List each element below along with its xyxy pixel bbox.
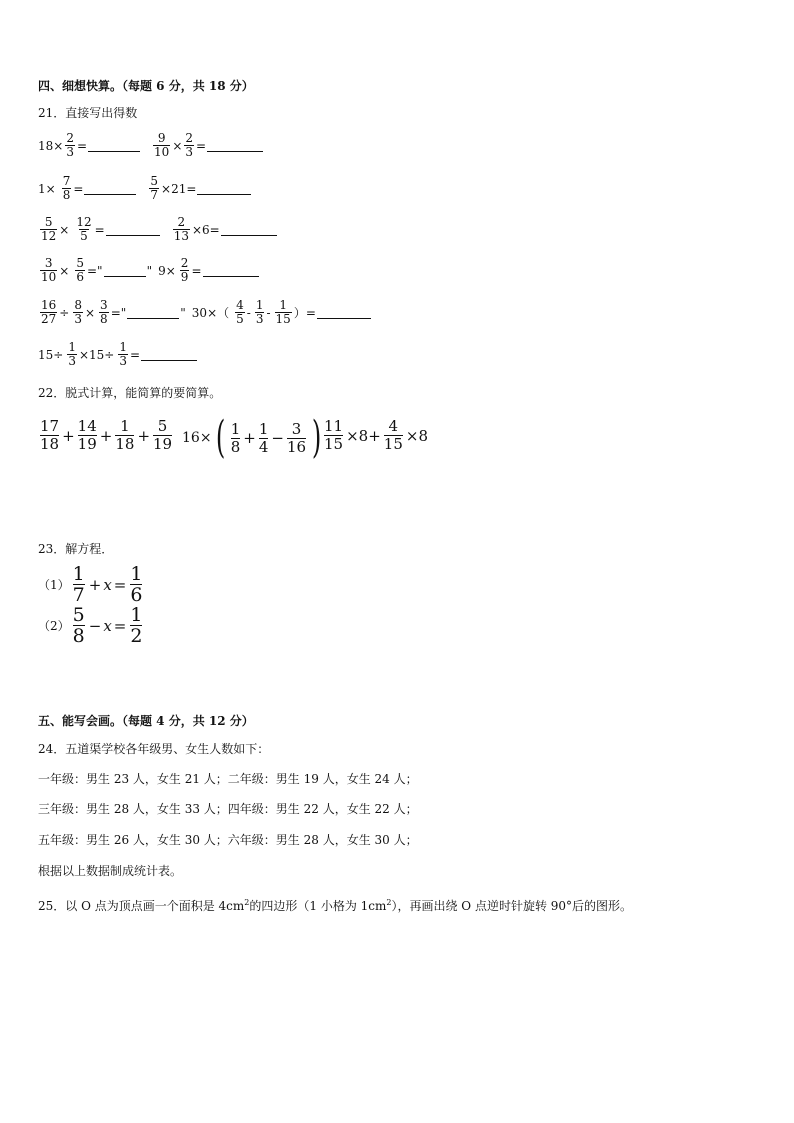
fraction: $\frac{1}{8}$: [230, 419, 241, 456]
right-paren: ): [311, 412, 322, 463]
answer-blank[interactable]: [317, 306, 371, 319]
equals: =": [110, 305, 127, 320]
fraction: $\frac{5}{6}$: [76, 256, 84, 284]
equals: =: [191, 263, 202, 278]
q21-row-5: [38, 299, 372, 326]
q23-title: 23．解方程．: [38, 542, 114, 556]
expr-middle: ×15÷: [78, 347, 115, 362]
fraction: $\frac{1}{7}$: [72, 563, 85, 606]
q22-expression-2: [182, 412, 325, 463]
q24-title: 24．五道渠学校各年级男、女生人数如下：: [38, 742, 270, 756]
quote-mark: ": [180, 305, 186, 320]
fraction: $\frac{4}{15}$: [383, 417, 403, 453]
fraction: $\frac{5}{8}$: [72, 604, 85, 647]
fraction: $\frac{3}{10}$: [41, 256, 57, 284]
q21-title: 21．直接写出得数: [38, 106, 138, 120]
equals: =: [113, 616, 127, 635]
fraction: $\frac{2}{13}$: [173, 215, 189, 243]
equals: =: [196, 138, 207, 153]
fraction: $\frac{7}{8}$: [62, 174, 71, 202]
operator: ×: [84, 305, 96, 320]
expr-suffix: ）=: [293, 306, 316, 320]
expr-prefix: 18×: [38, 138, 64, 153]
coefficient: 16×: [182, 430, 212, 446]
q22-expression-1: [38, 418, 174, 453]
q21-row-3: [38, 216, 278, 243]
fraction: $\frac{5}{7}$: [150, 174, 159, 202]
fraction: $\frac{4}{5}$: [236, 298, 244, 326]
answer-blank[interactable]: [207, 139, 263, 152]
fraction: $\frac{1}{18}$: [115, 417, 135, 453]
fraction: $\frac{1}{3}$: [68, 340, 76, 368]
operator: +: [137, 426, 151, 445]
fraction: $\frac{1}{6}$: [130, 563, 143, 606]
answer-blank[interactable]: [203, 264, 259, 277]
fraction: $\frac{14}{19}$: [77, 417, 97, 453]
equals: =: [94, 222, 105, 237]
fraction: $\frac{2}{3}$: [185, 131, 194, 159]
q22-title: 22．脱式计算，能简算的要简算。: [38, 386, 222, 400]
fraction: $\frac{12}{5}$: [76, 215, 92, 243]
operator: -: [266, 305, 271, 320]
fraction: $\frac{16}{27}$: [41, 298, 57, 326]
operator: −: [88, 616, 102, 635]
operator: +: [99, 426, 113, 445]
expr-prefix: 9×: [158, 263, 176, 278]
fraction: $\frac{3}{16}$: [286, 419, 307, 456]
operator: +: [243, 429, 256, 447]
fraction: $\frac{11}{15}$: [324, 417, 344, 453]
q23-equation-1: [38, 564, 145, 605]
fraction: $\frac{1}{4}$: [258, 419, 269, 456]
section-5-title: 五、能写会画。（每题 4 分，共 12 分）: [38, 714, 254, 728]
operator: ÷: [59, 305, 70, 320]
expr-prefix: 15÷: [38, 347, 64, 362]
fraction: $\frac{1}{3}$: [119, 340, 127, 368]
q21-row-1: [38, 132, 264, 159]
equals: =": [86, 263, 103, 278]
answer-blank[interactable]: [197, 182, 251, 195]
problem-label: （1）: [38, 578, 70, 592]
fraction: $\frac{17}{18}$: [40, 417, 60, 453]
operator: ×: [59, 222, 70, 237]
section-4-title: 四、细想快算。（每题 6 分，共 18 分）: [38, 79, 254, 93]
operator: ×8+: [346, 426, 381, 445]
operator: -: [246, 305, 251, 320]
operator: −: [271, 429, 284, 447]
answer-blank[interactable]: [141, 348, 197, 361]
answer-blank[interactable]: [106, 223, 160, 236]
q25-text-part: 25．以 O 点为顶点画一个面积是 4cm: [38, 899, 245, 913]
equals: =: [113, 575, 127, 594]
fraction: $\frac{5}{12}$: [41, 215, 57, 243]
operator: +: [88, 575, 102, 594]
q24-line-1: 一年级：男生 23 人，女生 21 人；二年级：男生 19 人，女生 24 人；: [38, 772, 418, 786]
equals: =: [130, 347, 141, 362]
answer-blank[interactable]: [221, 223, 277, 236]
superscript: 2: [386, 898, 392, 907]
equals: =: [73, 181, 84, 196]
expr-prefix: 30×（: [191, 306, 230, 320]
answer-blank[interactable]: [84, 182, 136, 195]
left-paren: (: [215, 412, 225, 463]
expr-suffix: ×21=: [161, 181, 197, 196]
q23-equation-2: [38, 605, 145, 646]
q22-expression-3: [322, 418, 429, 453]
fraction: $\frac{8}{3}$: [74, 298, 82, 326]
q24-line-3: 五年级：男生 26 人，女生 30 人；六年级：男生 28 人，女生 30 人；: [38, 833, 418, 847]
fraction: $\frac{2}{3}$: [66, 131, 74, 159]
q25-text: [38, 895, 632, 914]
operator: +: [62, 426, 75, 445]
fraction: $\frac{1}{15}$: [275, 298, 291, 326]
fraction: $\frac{1}{3}$: [255, 298, 264, 326]
q25-text-part: 的四边形（1 小格为 1cm: [249, 899, 387, 913]
superscript: 2: [244, 898, 250, 907]
answer-blank[interactable]: [88, 139, 140, 152]
operator: ×: [172, 138, 183, 153]
equals: =: [76, 138, 88, 153]
expr-prefix: 1×: [38, 181, 56, 196]
q24-line-2: 三年级：男生 28 人，女生 33 人；四年级：男生 22 人，女生 22 人；: [38, 802, 418, 816]
expr-suffix: ×6=: [191, 222, 220, 237]
fraction: $\frac{3}{8}$: [100, 298, 108, 326]
fraction: $\frac{9}{10}$: [154, 131, 170, 159]
quote-mark: ": [146, 263, 153, 278]
operator: ×: [59, 263, 70, 278]
q25-text-part: ），再画出绕 O 点逆时针旋转 90°后的图形。: [391, 899, 633, 913]
q21-row-4: [38, 257, 260, 284]
variable: x: [103, 616, 112, 635]
q24-instruction: 根据以上数据制成统计表。: [38, 864, 183, 878]
operator: ×8: [405, 426, 428, 445]
fraction: $\frac{2}{9}$: [180, 256, 189, 284]
answer-blank[interactable]: [104, 264, 146, 277]
variable: x: [103, 575, 112, 594]
fraction: $\frac{1}{2}$: [130, 604, 143, 647]
q21-row-6: [38, 341, 198, 368]
fraction: $\frac{5}{19}$: [153, 417, 173, 453]
answer-blank[interactable]: [127, 306, 179, 319]
problem-label: （2）: [38, 619, 70, 633]
q21-row-2: [38, 175, 252, 202]
